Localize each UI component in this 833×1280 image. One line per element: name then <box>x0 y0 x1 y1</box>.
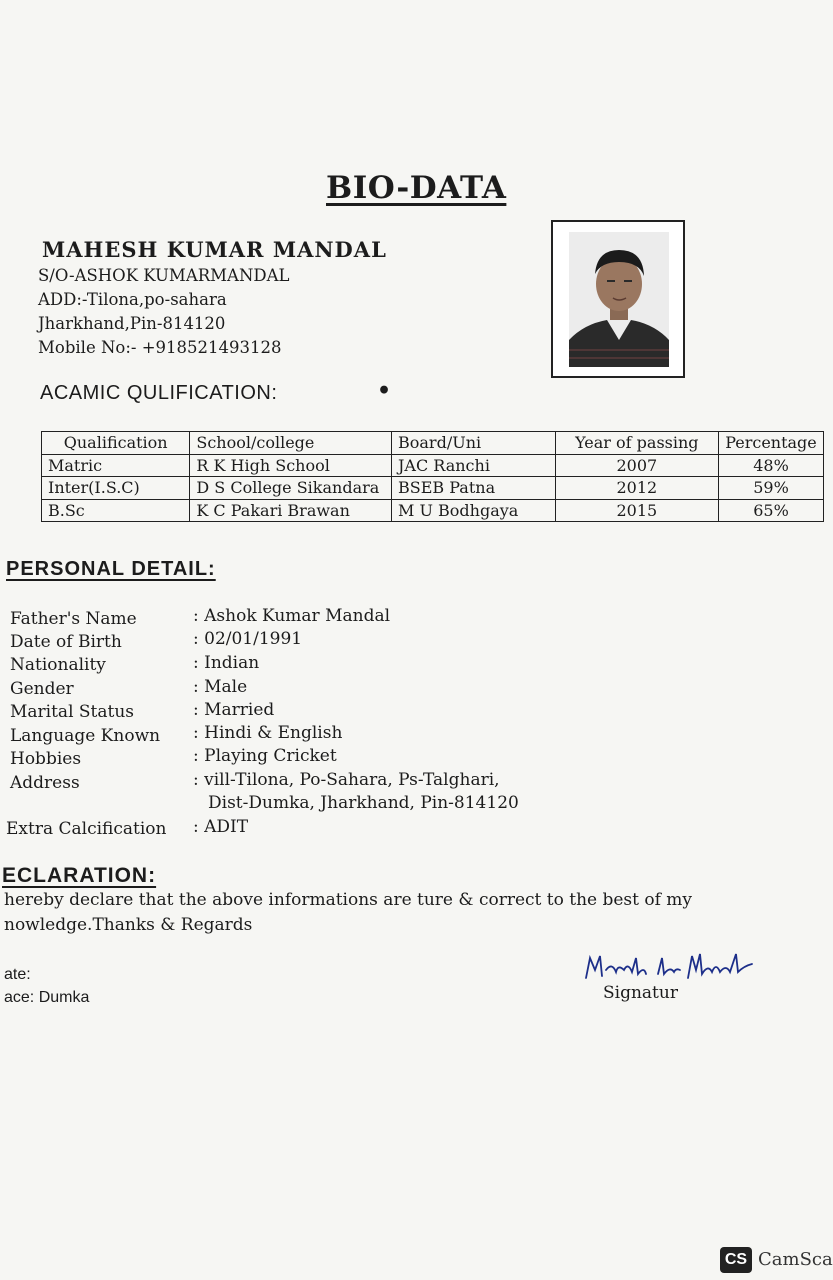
camscanner-watermark: CamSca <box>758 1249 833 1270</box>
table-row <box>42 499 824 522</box>
table-cell: K C Pakari Brawan <box>190 499 392 522</box>
hobbies-label: Hobbies <box>10 749 82 769</box>
candidate-name: MAHESH KUMAR MANDAL <box>42 237 387 262</box>
address-line-1: ADD:-Tilona,po-sahara <box>38 290 227 309</box>
personal-heading: PERSONAL DETAIL: <box>6 558 216 580</box>
fathers-name-value: : Ashok Kumar Mandal <box>193 606 391 626</box>
table-row <box>42 454 824 477</box>
declaration-line-2: nowledge.Thanks & Regards <box>4 915 253 935</box>
extra-qualification-label: Extra Calcification <box>6 819 167 839</box>
table-cell: Matric <box>42 454 190 477</box>
table-cell: Inter(I.S.C) <box>42 477 190 500</box>
table-cell: R K High School <box>190 454 392 477</box>
handwritten-signature <box>580 948 760 984</box>
fathers-name-label: Father's Name <box>10 609 137 629</box>
father-line: S/O-ASHOK KUMARMANDAL <box>38 266 290 285</box>
marital-status-value: : Married <box>193 700 275 720</box>
bullet-dot: • <box>377 378 392 404</box>
column-header: Percentage <box>718 432 823 455</box>
address-label: Address <box>10 773 80 793</box>
declaration-heading: ECLARATION: <box>2 864 157 887</box>
declaration-line-1: hereby declare that the above informations are ture & correct to the best of my <box>4 890 693 910</box>
passport-photo <box>551 220 685 378</box>
table-cell: 2015 <box>555 499 718 522</box>
column-header: Year of passing <box>555 432 718 455</box>
signature-scribble <box>580 948 760 984</box>
table-cell: JAC Ranchi <box>392 454 556 477</box>
table-header-row <box>42 432 824 455</box>
nationality-label: Nationality <box>10 655 106 675</box>
gender-label: Gender <box>10 679 74 699</box>
table-cell: M U Bodhgaya <box>392 499 556 522</box>
table-cell: 2007 <box>555 454 718 477</box>
page-title: BIO-DATA <box>326 170 507 206</box>
table-cell: D S College Sikandara <box>190 477 392 500</box>
address-line-2: Jharkhand,Pin-814120 <box>38 314 226 333</box>
table-cell: 59% <box>718 477 823 500</box>
place-label: ace: Dumka <box>4 989 90 1006</box>
column-header: Board/Uni <box>392 432 556 455</box>
hobbies-value: : Playing Cricket <box>193 746 337 766</box>
extra-qualification-value: : ADIT <box>193 817 249 837</box>
language-value: : Hindi & English <box>193 723 343 743</box>
mobile-number: Mobile No:- +918521493128 <box>38 338 282 357</box>
column-header: School/college <box>190 432 392 455</box>
dob-value: : 02/01/1991 <box>193 629 303 649</box>
dob-label: Date of Birth <box>10 632 122 652</box>
signature-label: Signatur <box>603 983 678 1003</box>
qualification-table <box>41 431 824 522</box>
address-value-line-2: Dist-Dumka, Jharkhand, Pin-814120 <box>208 793 519 813</box>
table-cell: BSEB Patna <box>392 477 556 500</box>
academic-heading: ACAMIC QULIFICATION: <box>40 382 278 404</box>
column-header: Qualification <box>42 432 190 455</box>
marital-status-label: Marital Status <box>10 702 135 722</box>
table-cell: 2012 <box>555 477 718 500</box>
table-cell: B.Sc <box>42 499 190 522</box>
date-label: ate: <box>4 966 31 983</box>
language-label: Language Known <box>10 726 161 746</box>
gender-value: : Male <box>193 677 248 697</box>
address-value-line-1: : vill-Tilona, Po-Sahara, Ps-Talghari, <box>193 770 500 790</box>
table-row <box>42 477 824 500</box>
table-cell: 65% <box>718 499 823 522</box>
photo-portrait <box>569 232 669 367</box>
camscanner-logo: CS <box>720 1247 752 1273</box>
table-cell: 48% <box>718 454 823 477</box>
nationality-value: : Indian <box>193 653 260 673</box>
